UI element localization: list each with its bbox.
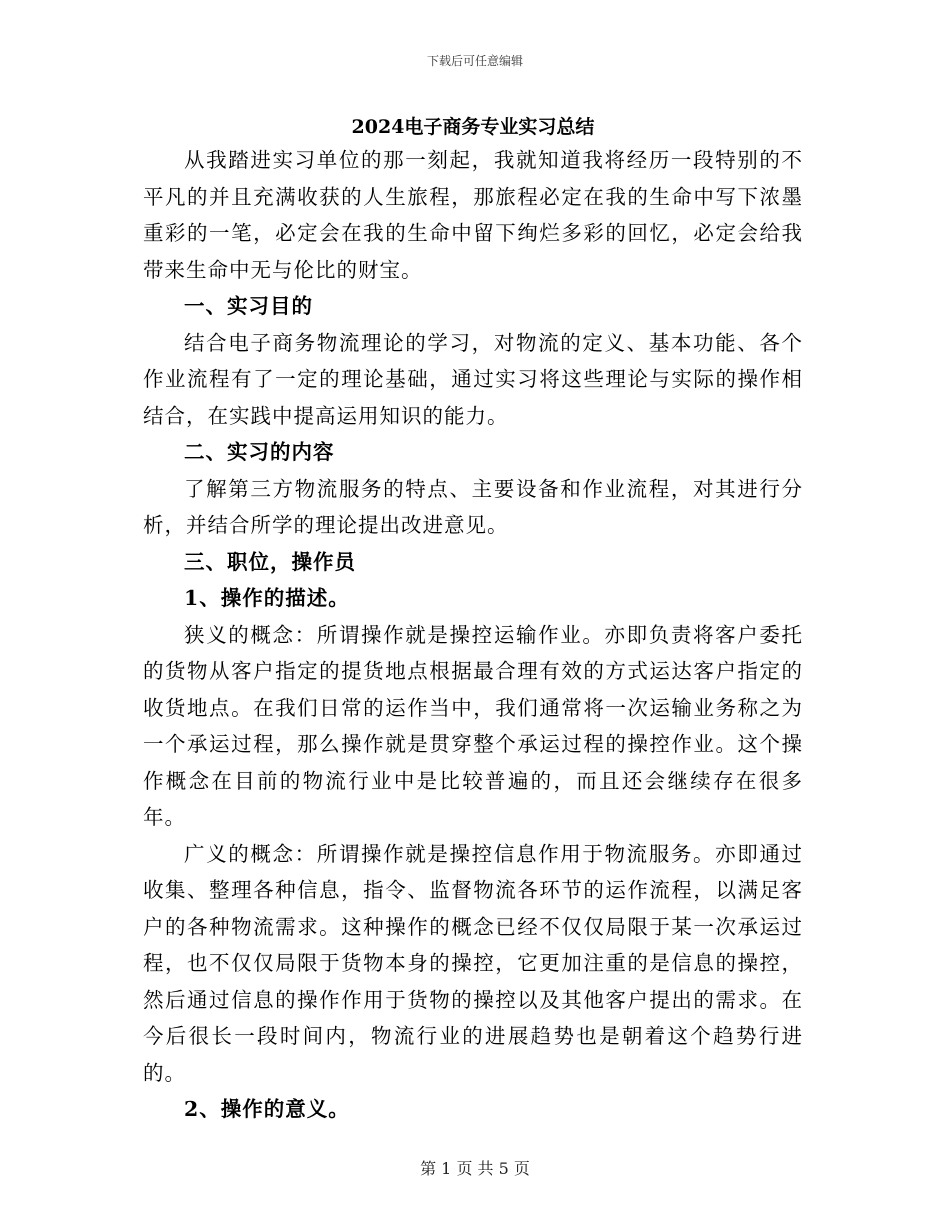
paragraph-intro: 从我踏进实习单位的那一刻起，我就知道我将经历一段特别的不平凡的并且充满收获的人生旅程，那旅程必定在我的生命中写下浓墨重彩的一笔，必定会在我的生命中留下绚烂多彩的回忆，必定会给我带来生命中无与伦比的财宝。 <box>143 148 803 282</box>
page-number: 第 1 页 共 5 页 <box>420 1159 530 1178</box>
paragraph-content: 了解第三方物流服务的特点、主要设备和作业流程，对其进行分析，并结合所学的理论提出改进意见。 <box>143 476 803 537</box>
section-heading-purpose: 一、实习目的 <box>184 294 313 318</box>
header-note: 下载后可任意编辑 <box>426 54 523 68</box>
document-title: 2024电子商务专业实习总结 <box>351 116 595 138</box>
subsection-heading-significance: 2、操作的意义。 <box>184 1097 350 1121</box>
paragraph-purpose: 结合电子商务物流理论的学习，对物流的定义、基本功能、各个作业流程有了一定的理论基础，通过实习将这些理论与实际的操作相结合，在实践中提高运用知识的能力。 <box>143 330 803 428</box>
section-heading-position: 三、职位，操作员 <box>184 549 356 574</box>
document-body <box>143 114 803 1128</box>
section-heading-content: 二、实习的内容 <box>184 440 335 464</box>
paragraph-broad-concept: 广义的概念：所谓操作就是操控信息作用于物流服务。亦即通过收集、整理各种信息，指令、监督物流各环节的运作流程，以满足客户的各种物流需求。这种操作的概念已经不仅仅局限于某一次承运过程，也不仅仅局限于货物本身的操控，它更加注重的是信息的操控，然后通过信息的操作作用于货物的操控以及其他客户提出的需求。在今后很长一段时间内，物流行业的进展趋势也是朝着这个趋势行进的。 <box>143 841 803 1085</box>
paragraph-narrow-concept: 狭义的概念：所谓操作就是操控运输作业。亦即负责将客户委托的货物从客户指定的提货地点根据最合理有效的方式运达客户指定的收货地点。在我们日常的运作当中，我们通常将一次运输业务称之为一个承运过程，那么操作就是贯穿整个承运过程的操控作业。这个操作概念在目前的物流行业中是比较普遍的，而且还会继续存在很多年。 <box>143 622 803 829</box>
subsection-heading-description: 1、操作的描述。 <box>184 586 350 610</box>
